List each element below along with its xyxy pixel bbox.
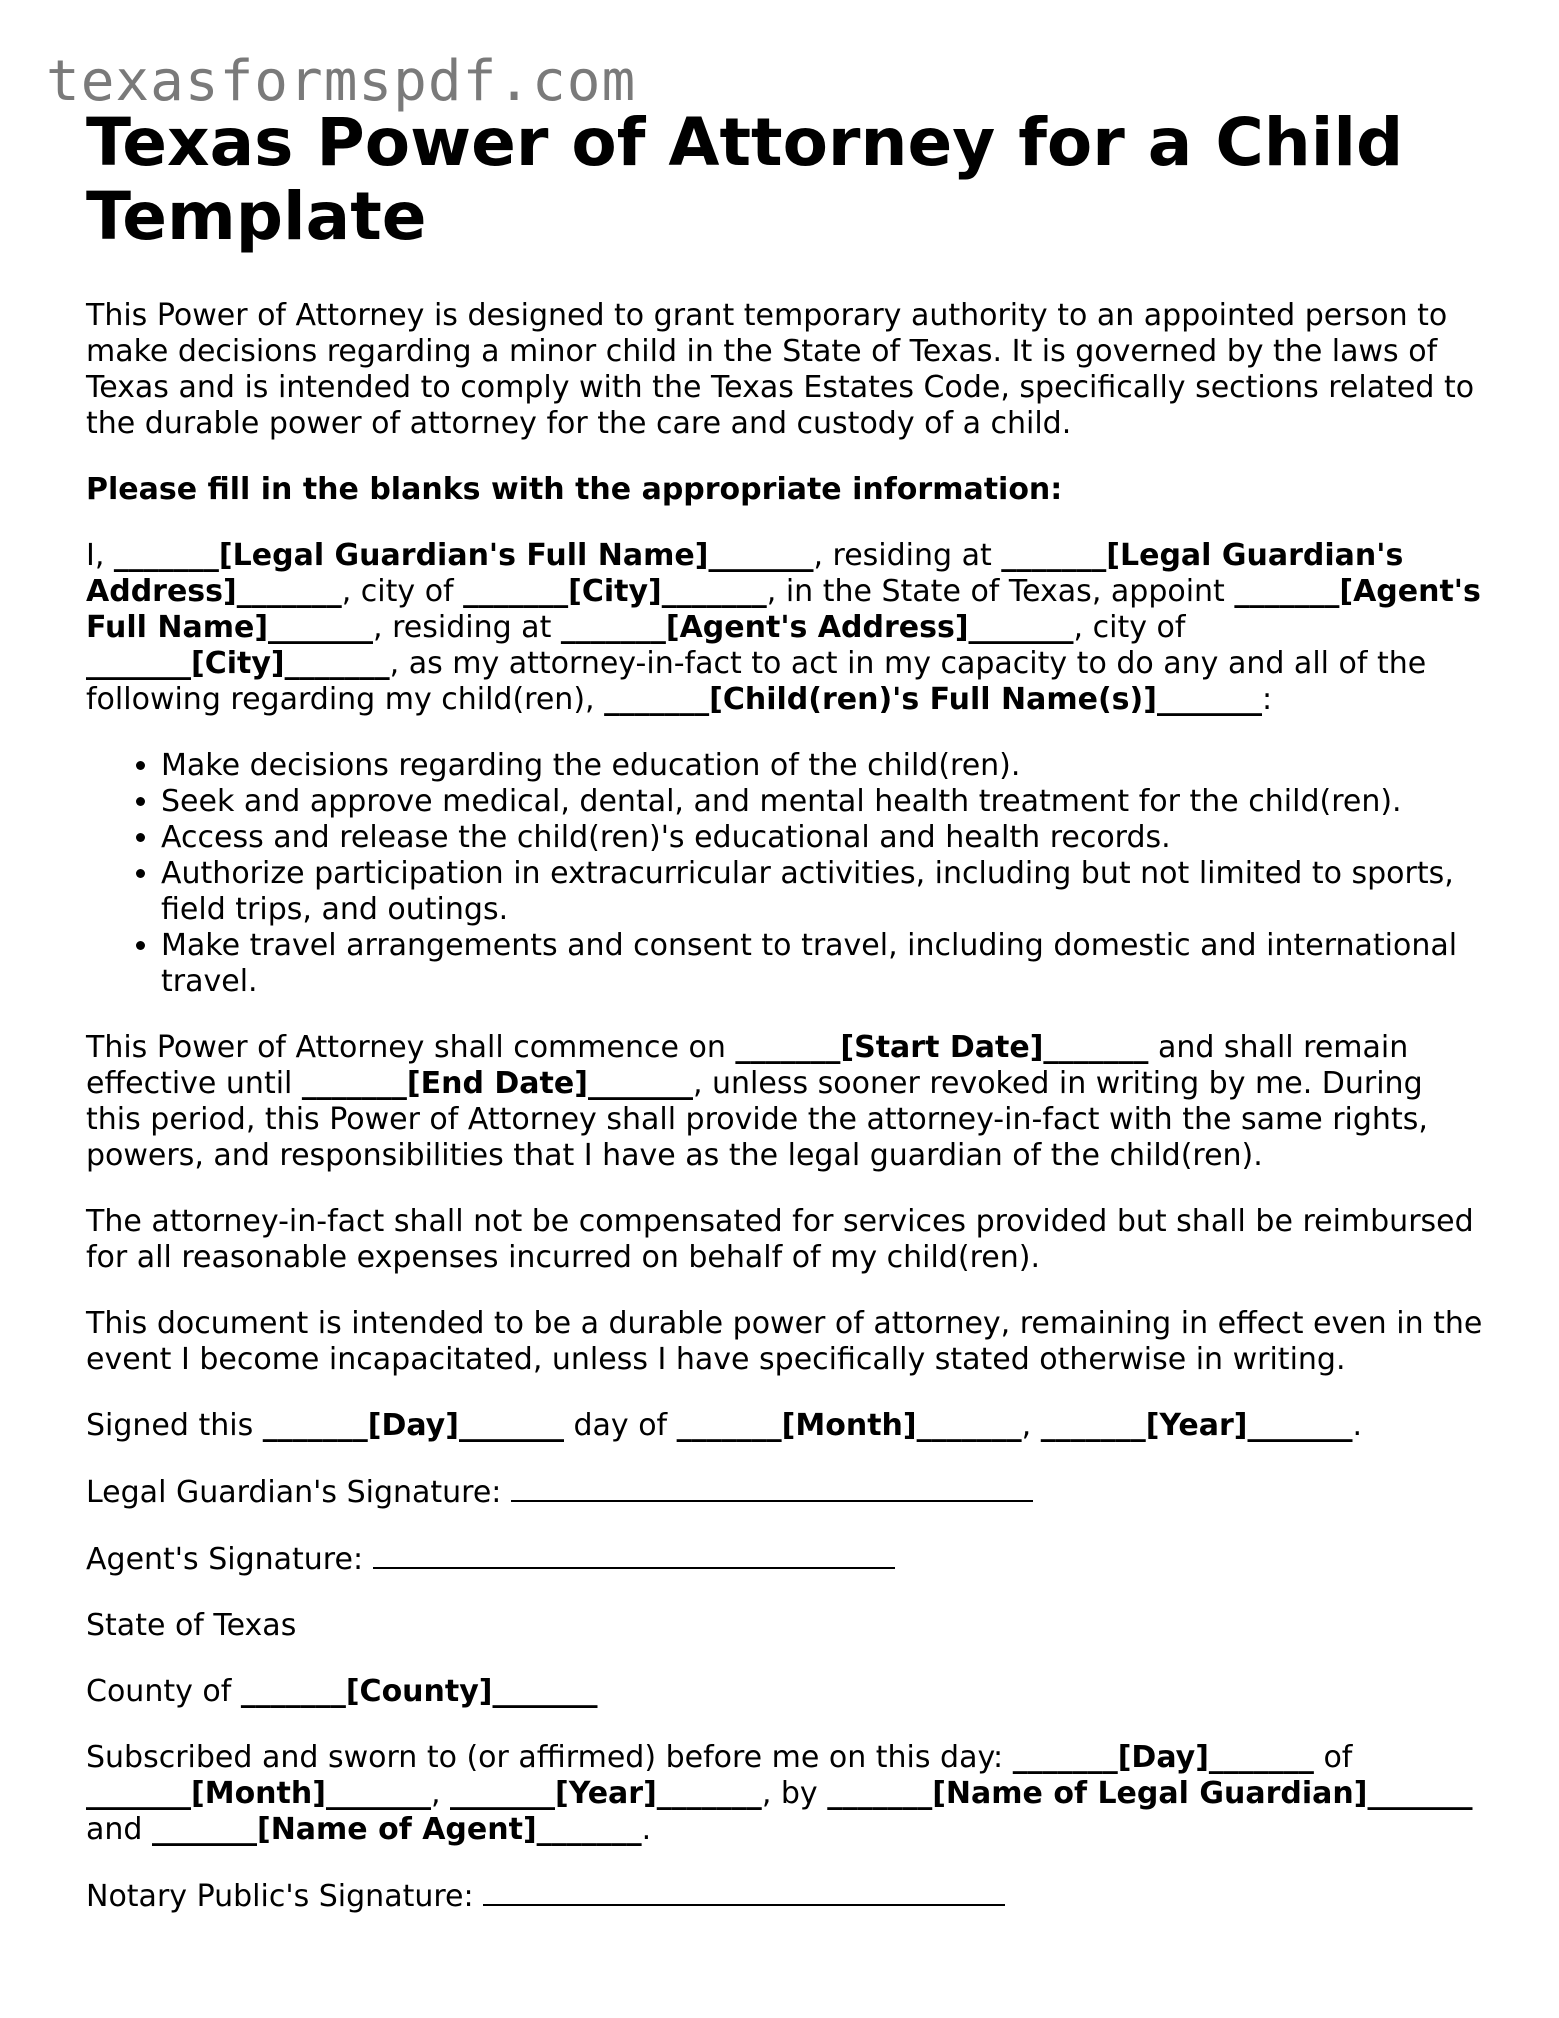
guardian-signature-row [86,1474,1486,1511]
term-paragraph [86,1030,1486,1174]
appointment-text: , city of [341,574,464,609]
watermark: texasformspdf.com [46,49,637,114]
county-text: County of [86,1674,241,1709]
signed-year-field: _______[Year]_______ [1040,1408,1353,1443]
notary-signature-label: Notary Public's Signature: [86,1879,484,1914]
sworn-agent-field: _______[Name of Agent]_______ [151,1812,642,1847]
notary-paragraph [86,1740,1486,1848]
guardian-city-field: _______[City]_______ [463,574,767,609]
term-text: and shall remain effective until [86,1030,1409,1101]
agent-city-field: _______[City]_______ [86,646,390,681]
appointment-text: , in the State of Texas, appoint [766,574,1235,609]
signed-text: Signed this [86,1408,263,1443]
state-line: State of Texas [86,1608,297,1643]
appointment-text: I, [86,538,114,573]
sworn-text: and [86,1812,152,1847]
sworn-year-field: _______[Year]_______ [450,1776,762,1811]
appointment-text: , residing at [813,538,1002,573]
guardian-name-field: _______[Legal Guardian's Full Name]_______ [113,538,814,573]
instruction-text: Please fill in the blanks with the appropriate information: [86,472,1063,507]
intro-paragraph: This Power of Attorney is designed to grant temporary authority to an appointed person to make decisions regarding a minor child in the State of Texas. It is governed by the laws of Texas and is intended to comply with the Texas Estates Code, specifically sections related to the durable power of attorney for the care and custody of a child. [86,298,1475,441]
signed-day-field: _______[Day]_______ [262,1408,564,1443]
sworn-text: Subscribed and sworn to (or affirmed) before me on this day: [86,1740,1013,1775]
signed-text: day of [563,1408,677,1443]
signed-text: , [1021,1408,1041,1443]
children-names-field: _______[Child(ren)'s Full Name(s)]_______ [604,682,1262,717]
start-date-field: _______[Start Date]_______ [735,1030,1149,1065]
document-body [86,106,1486,1945]
sworn-day-field: _______[Day]_______ [1012,1740,1314,1775]
signed-month-field: _______[Month]_______ [676,1408,1022,1443]
appointment-text: , residing at [373,610,561,645]
agent-signature-row [86,1541,1486,1578]
guardian-signature-label: Legal Guardian's Signature: [86,1475,511,1510]
sworn-text: of [1313,1740,1353,1775]
appointment-text: , city of [1073,610,1186,645]
end-date-field: _______[End Date]_______ [301,1066,693,1101]
compensation-paragraph: The attorney-in-fact shall not be compensated for services provided but shall be reimbursed for all reasonable expenses incurred on behalf of my child(ren). [86,1204,1474,1275]
appointment-paragraph [86,538,1486,718]
notary-signature-row [86,1878,1486,1915]
list-item: • Authorize participation in extracurricular activities, including but not limited to sports, field trips, and outings. [161,856,1486,928]
notary-signature-line [483,1878,1005,1906]
sworn-text: . [641,1812,652,1847]
sworn-text: , by [761,1776,828,1811]
county-field: _______[County]_______ [240,1674,598,1709]
appointment-text: , as my attorney-in-fact to act in my capacity to do any and all of the following regarding my child(ren), [86,646,1427,717]
term-text: , unless sooner revoked in writing by me. During this period, this Power of Attorney shall provide the attorney-in-fact with the same rights, powers, and responsibilities that I have as the legal guardian of the child(ren). [86,1066,1428,1173]
sworn-text: , [430,1776,451,1811]
page-title: Texas Power of Attorney for a Child Template [86,104,1404,255]
list-item: • Make travel arrangements and consent to travel, including domestic and international travel. [161,928,1486,1000]
agent-signature-label: Agent's Signature: [86,1542,373,1577]
agent-address-field: _______[Agent's Address]_______ [560,610,1074,645]
sworn-month-field: _______[Month]_______ [86,1776,431,1811]
agent-name-field: _______[Agent's Full Name]_______ [86,574,1481,645]
signed-text: . [1352,1408,1363,1443]
list-item: • Seek and approve medical, dental, and mental health treatment for the child(ren). [161,784,1486,820]
list-item: • Access and release the child(ren)'s educational and health records. [161,820,1486,856]
durability-paragraph: This document is intended to be a durable power of attorney, remaining in effect even in the event I become incapacitated, unless I have specifically stated otherwise in writing. [86,1306,1483,1377]
sworn-guardian-field: _______[Name of Legal Guardian]_______ [827,1776,1473,1811]
appointment-text: : [1261,682,1273,717]
signed-date-line [86,1408,1486,1444]
guardian-address-field: _______[Legal Guardian's Address]_______ [86,538,1404,609]
county-line [86,1674,1486,1710]
term-text: This Power of Attorney shall commence on [86,1030,736,1065]
list-item: • Make decisions regarding the education of the child(ren). [161,748,1486,784]
powers-list [86,748,1486,1000]
guardian-signature-line [511,1474,1033,1502]
agent-signature-line [373,1541,895,1569]
